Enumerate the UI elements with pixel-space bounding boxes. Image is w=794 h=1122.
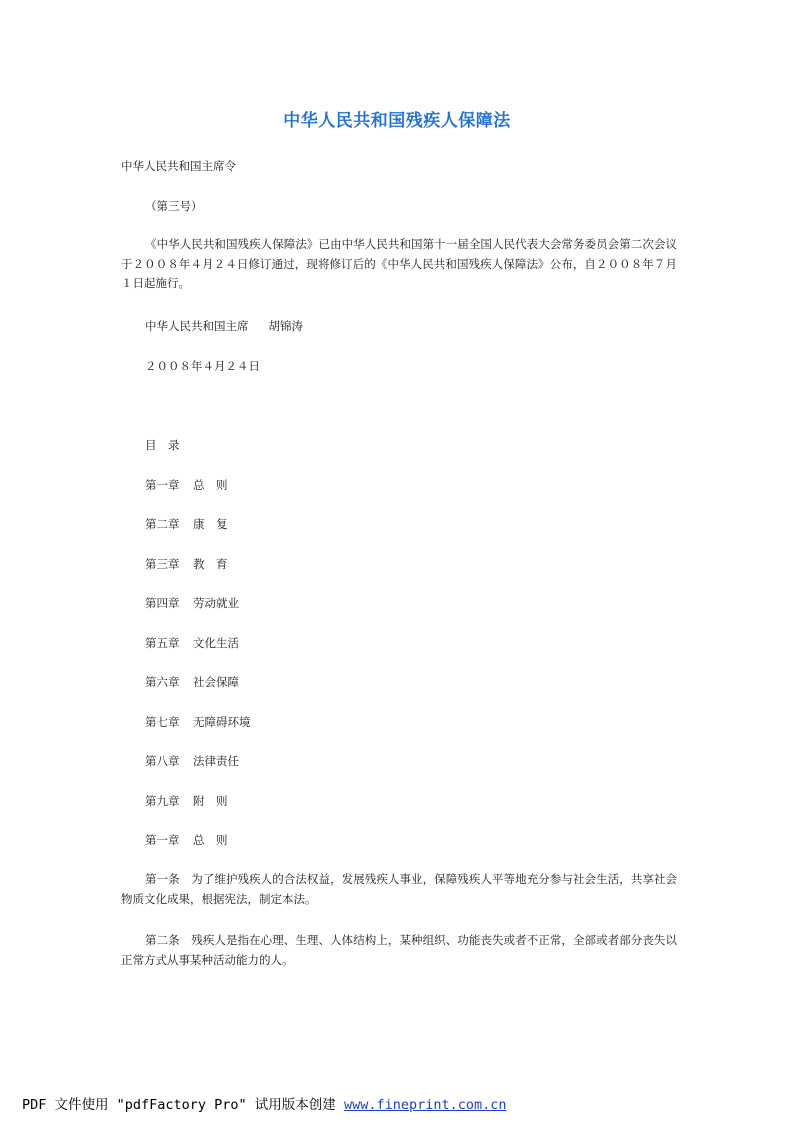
article-2: 第二条 残疾人是指在心理、生理、人体结构上，某种组织、功能丧失或者不正常，全部或者部分丧失以正常方式从事某种活动能力的人。 <box>121 933 677 967</box>
signature-line <box>145 317 303 336</box>
pdf-footer <box>22 1093 507 1113</box>
order-heading: 中华人民共和国主席令 <box>121 159 236 173</box>
order-number: （第三号） <box>145 199 203 213</box>
toc-item: 第二章 康 复 <box>145 517 228 531</box>
signature-name: 胡锦涛 <box>268 319 303 333</box>
promulgation-date: ２００８年４月２４日 <box>145 359 260 373</box>
toc-item: 第九章 附 则 <box>145 794 228 808</box>
toc-item: 第六章 社会保障 <box>145 675 239 689</box>
toc-item: 第一章 总 则 <box>145 478 228 492</box>
article-1: 第一条 为了维护残疾人的合法权益，发展残疾人事业，保障残疾人平等地充分参与社会生活，共享社会物质文化成果，根据宪法，制定本法。 <box>121 872 677 906</box>
toc-item: 第三章 教 育 <box>145 557 228 571</box>
footer-link[interactable]: www.fineprint.com.cn <box>343 1097 507 1113</box>
toc-item: 第八章 法律责任 <box>145 754 239 768</box>
document-title: 中华人民共和国残疾人保障法 <box>283 111 511 131</box>
toc-item: 第四章 劳动就业 <box>145 596 239 610</box>
signature-title: 中华人民共和国主席 <box>145 319 249 333</box>
toc-item: 第七章 无障碍环境 <box>145 715 251 729</box>
toc-heading: 目 录 <box>145 438 180 452</box>
chapter-heading: 第一章 总 则 <box>145 833 228 847</box>
footer-text: PDF 文件使用 "pdfFactory Pro" 试用版本创建 <box>22 1097 344 1113</box>
announcement-paragraph: 《中华人民共和国残疾人保障法》已由中华人民共和国第十一届全国人民代表大会常务委员会第二次会议于２００８年４月２４日修订通过，现将修订后的《中华人民共和国残疾人保障法》公布，自２００８年７月１日起施行。 <box>121 237 677 290</box>
toc-item: 第五章 文化生活 <box>145 636 239 650</box>
